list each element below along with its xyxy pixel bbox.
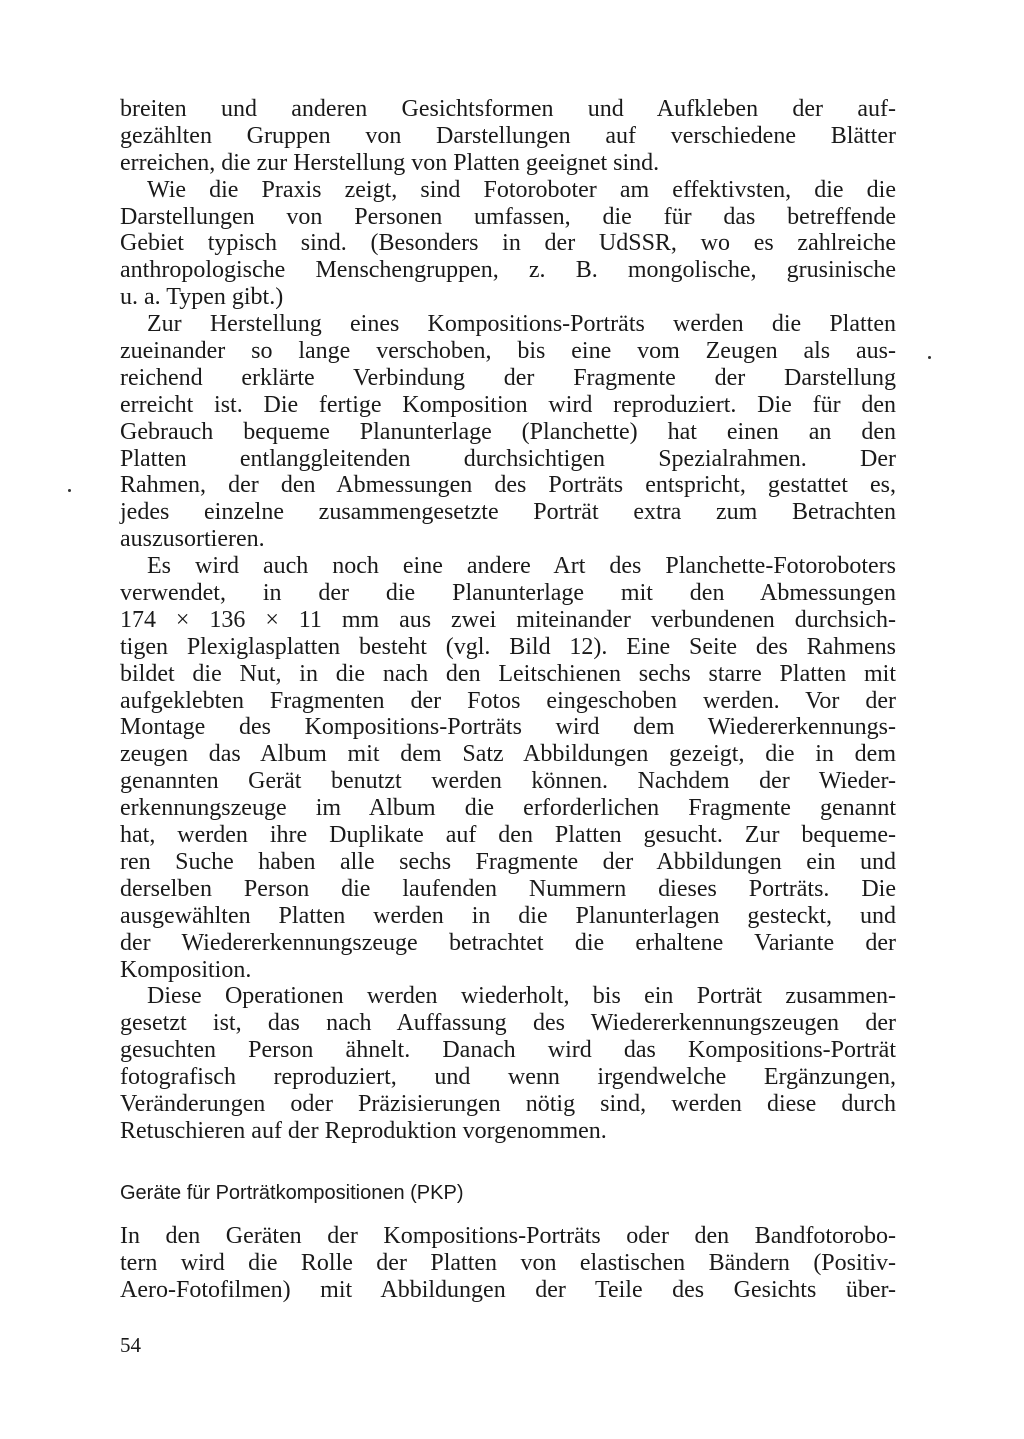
text-line: Montage des Kompositions-Porträts wird dem Wiedererkennungs- [120,714,896,741]
section-heading: Geräte für Porträtkompositionen (PKP) [120,1182,464,1204]
text-line: verwendet, in der die Planunterlage mit den Abmessungen [120,580,896,607]
text-line: tigen Plexiglasplatten besteht (vgl. Bild 12). Eine Seite des Rahmens [120,633,896,660]
text-line: Veränderungen oder Präzisierungen nötig sind, werden diese durch [120,1090,896,1117]
text-line: erkennungszeuge im Album die erforderlichen Fragmente genannt [120,795,896,822]
paragraph-geraete [120,1223,896,1304]
text-line: derselben Person die laufenden Nummern dieses Porträts. Die [120,875,896,902]
text-line: breiten und anderen Gesichtsformen und Aufkleben der auf- [120,96,896,122]
text-line: aufgeklebten Fragmenten der Fotos eingeschoben werden. Vor der [120,687,896,714]
text-line: Diese Operationen werden wiederholt, bis ein Porträt zusammen- [147,983,896,1010]
text-line: Komposition. [120,956,252,983]
text-line: In den Geräten der Kompositions-Porträts oder den Bandfotorobo- [120,1223,896,1249]
paragraph-herstellung [120,311,896,553]
paragraph-planchette [120,553,896,983]
text-line: Es wird auch noch eine andere Art des Planchette-Fotoroboters [147,553,896,580]
text-line: auszusortieren. [120,526,265,553]
text-line: anthropologische Menschengruppen, z. B. mongolische, grusinische [120,257,896,284]
text-line: Gebiet typisch sind. (Besonders in der UdSSR, wo es zahlreiche [120,230,896,257]
paragraph-praxis [120,177,896,311]
text-line: bildet die Nut, in die nach den Leitschienen sechs starre Platten mit [120,660,896,687]
text-line: hat, werden ihre Duplikate auf den Platten gesucht. Zur bequeme- [120,822,896,849]
text-line: fotografisch reproduziert, und wenn irgendwelche Ergänzungen, [120,1064,896,1091]
text-line: reichend erklärte Verbindung der Fragmente der Darstellung [120,364,896,391]
text-line: jedes einzelne zusammengesetzte Porträt extra zum Betrachten [120,499,896,526]
scan-speck [68,489,71,492]
body-text-lower [120,1223,896,1304]
text-line: tern wird die Rolle der Platten von elastischen Bändern (Positiv- [120,1249,896,1276]
paragraph-operationen [120,983,896,1144]
text-line: Zur Herstellung eines Kompositions-Porträts werden die Platten [147,311,896,338]
text-line: u. a. Typen gibt.) [120,284,284,311]
text-line: Gebrauch bequeme Planunterlage (Planchette) hat einen an den [120,418,896,445]
text-line: ren Suche haben alle sechs Fragmente der Abbildungen ein und [120,848,896,875]
text-line: gesetzt ist, das nach Auffassung des Wiedererkennungszeugen der [120,1010,896,1037]
text-line: Rahmen, der den Abmessungen des Porträts entspricht, gestattet es, [120,472,896,499]
text-line: erreicht ist. Die fertige Komposition wird reproduziert. Die für den [120,391,896,418]
scan-speck [928,356,931,359]
text-line: 174 × 136 × 11 mm aus zwei miteinander verbundenen durchsich- [120,606,896,633]
paragraph-continuation [120,96,896,177]
text-line: genannten Gerät benutzt werden können. Nachdem der Wieder- [120,768,896,795]
text-line: der Wiedererkennungszeuge betrachtet die erhaltene Variante der [120,929,896,956]
text-line: ausgewählten Platten werden in die Planunterlagen gesteckt, und [120,902,896,929]
text-line: Aero-Fotofilmen) mit Abbildungen der Teile des Gesichts über- [120,1276,896,1303]
text-line: zeugen das Album mit dem Satz Abbildungen gezeigt, die in dem [120,741,896,768]
body-text-upper [120,96,896,1145]
text-line: Platten entlanggleitenden durchsichtigen Spezialrahmen. Der [120,445,896,472]
page-number: 54 [120,1333,141,1357]
text-line: zueinander so lange verschoben, bis eine vom Zeugen als aus- [120,338,896,365]
text-line: gesuchten Person ähnelt. Danach wird das Kompositions-Porträt [120,1037,896,1064]
text-line: Darstellungen von Personen umfassen, die für das betreffende [120,203,896,230]
text-line: Retuschieren auf der Reproduktion vorgenommen. [120,1117,607,1144]
text-line: Wie die Praxis zeigt, sind Fotoroboter am effektivsten, die die [147,176,896,203]
text-line: erreichen, die zur Herstellung von Platten geeignet sind. [120,149,660,176]
text-line: gezählten Gruppen von Darstellungen auf verschiedene Blätter [120,122,896,149]
